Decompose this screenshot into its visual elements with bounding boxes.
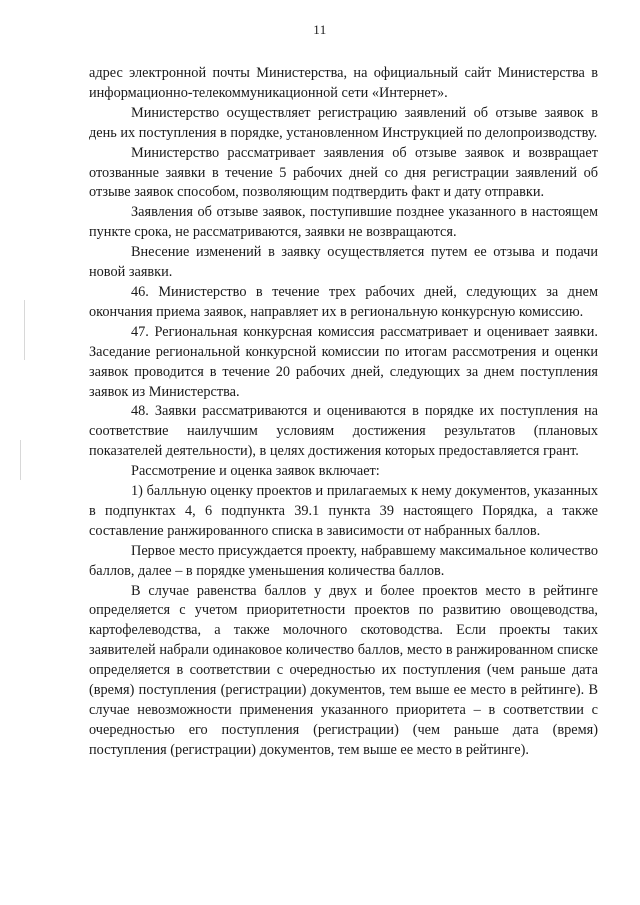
paragraph-tie-break: В случае равенства баллов у двух и более проектов место в рейтинге определяется с учетом приоритетности проектов по развитию овощеводства, картофелеводства, а также молочного скотоводства. Если проекты таких заявителей набрали одинаковое количество баллов, место в ранжированном списке определяется в соответствии с очередностью их поступления (чем раньше дата (время) поступления (регистрации) документов, тем выше ее место в рейтинге). В случае невозможности применения указанного приоритета – в соответствии с очередностью его поступления (регистрации) (чем раньше дата (время) поступления (регистрации) документов, тем выше ее место в рейтинге).: [89, 582, 598, 758]
scan-artifact-line: [24, 300, 25, 360]
paragraph-review-includes: Рассмотрение и оценка заявок включает:: [131, 463, 380, 480]
paragraph-review-withdrawal: Министерство рассматривает заявления об отзыве заявок и возвращает отозванные заявки в течение 5 рабочих дней со дня регистрации заявлений об отзыве заявок способом, позволяющим подтвердить факт и дату отправки.: [89, 144, 598, 201]
document-body: [89, 64, 598, 761]
paragraph-late-withdrawal: Заявления об отзыве заявок, поступившие позднее указанного в настоящем пункте срока, не рассматриваются, заявки не возвращаются.: [89, 204, 598, 241]
paragraph-item-46: 46. Министерство в течение трех рабочих дней, следующих за днем окончания приема заявок, направляет их в региональную конкурсную комиссию.: [89, 283, 598, 320]
page-number: 11: [313, 22, 327, 37]
paragraph-scoring: 1) балльную оценку проектов и прилагаемых к нему документов, указанных в подпунктах 4, 6 подпункта 39.1 пункта 39 настоящего Порядка, а также составление ранжированного списка в зависимости от набранных баллов.: [89, 483, 598, 539]
paragraph-email-continuation: адрес электронной почты Министерства, на официальный сайт Министерства в информационно-телекоммуникационной сети «Интернет».: [89, 65, 598, 101]
paragraph-item-48: 48. Заявки рассматриваются и оцениваются в порядке их поступления на соответствие наилучшим условиям достижения результатов (плановых показателей деятельности), в целях достижения которых предоставляется грант.: [89, 403, 598, 460]
paragraph-changes: Внесение изменений в заявку осуществляется путем ее отзыва и подачи новой заявки.: [89, 244, 598, 281]
paragraph-registration: Министерство осуществляет регистрацию заявлений об отзыве заявок в день их поступления в порядке, установленном Инструкцией по делопроизводству.: [89, 104, 598, 141]
paragraph-item-47: 47. Региональная конкурсная комиссия рассматривает и оценивает заявки. Заседание региональной конкурсной комиссии по итогам рассмотрения и оценки заявок проводится в течение 20 рабочих дней, следующих за днем поступления заявок из Министерства.: [89, 323, 598, 400]
scan-artifact-line: [20, 440, 21, 480]
paragraph-first-place: Первое место присуждается проекту, набравшему максимальное количество баллов, далее – в порядке уменьшения количества баллов.: [89, 542, 598, 579]
